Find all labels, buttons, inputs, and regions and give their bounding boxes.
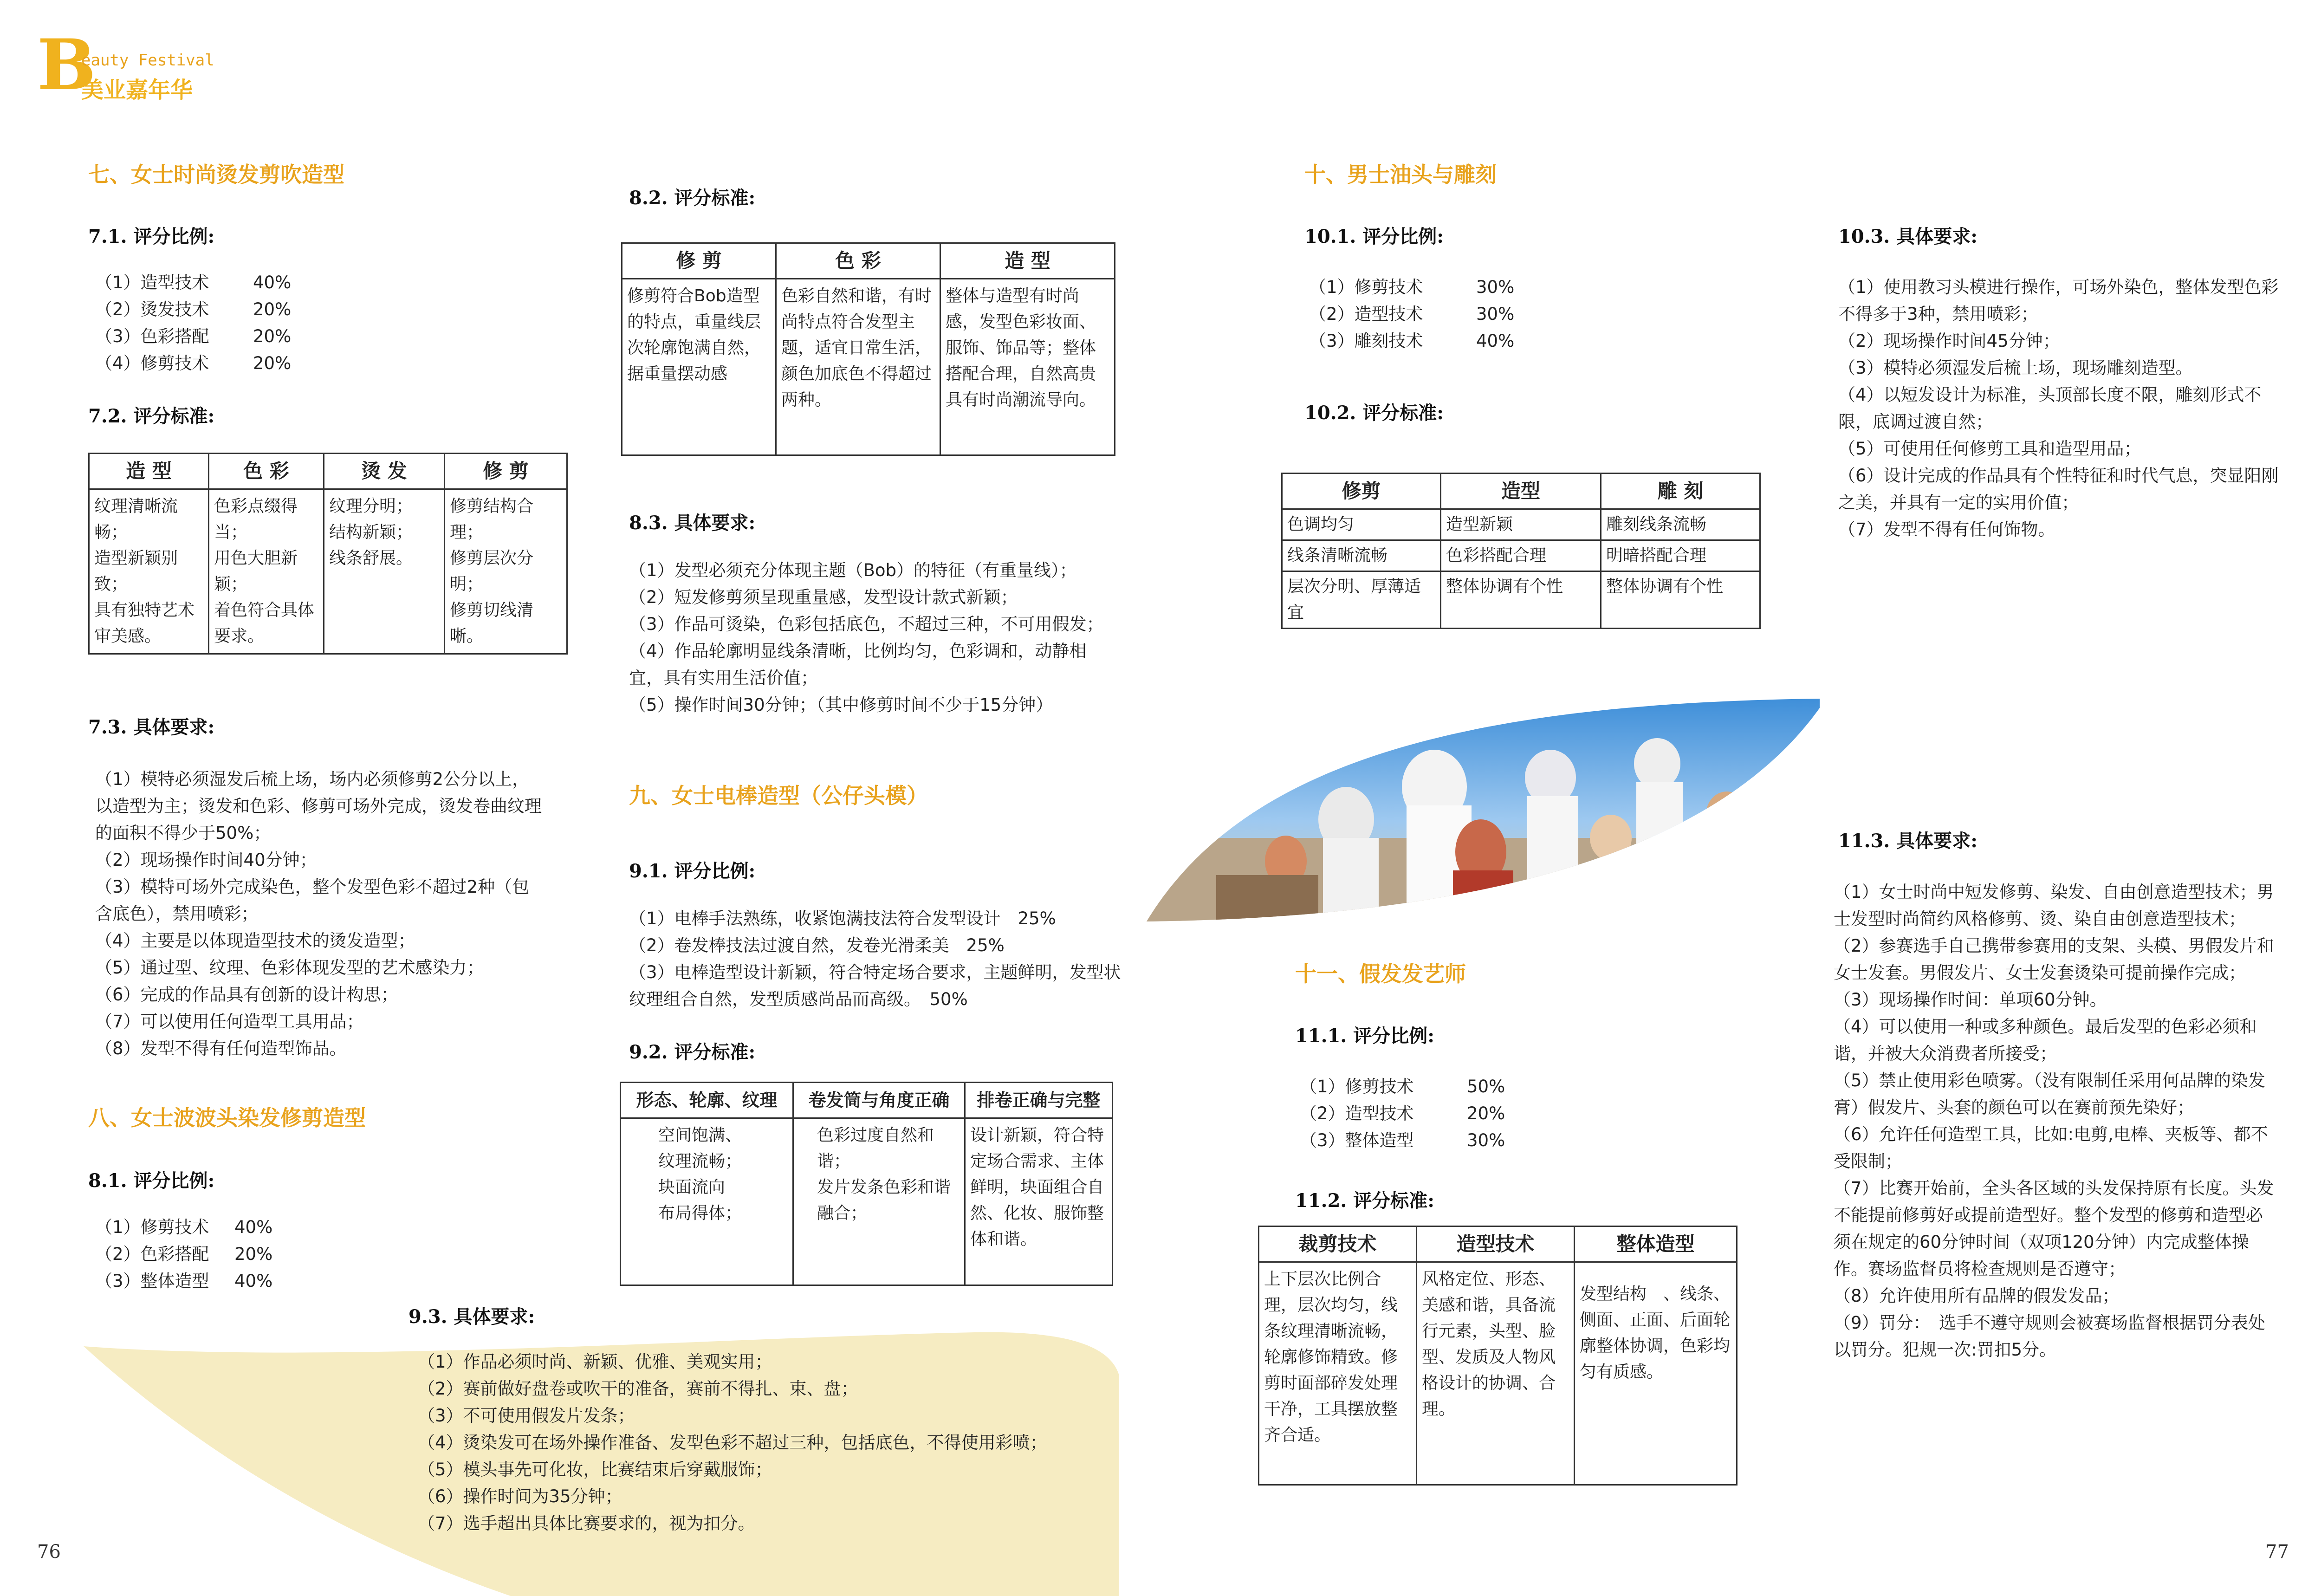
requirement-item: （2）现场操作时间40分钟； <box>95 850 317 870</box>
ratio-item: （3）色彩搭配 20% <box>95 326 292 346</box>
section-9-ratio-title: 9.1. 评分比例: <box>629 860 756 882</box>
requirement-item: （2）短发修剪须呈现重量感，发型设计款式新颖； <box>629 587 1018 607</box>
section-9-ratio-list <box>629 905 1121 1013</box>
table-header: 形态、轮廓、纹理 <box>621 1083 793 1118</box>
requirement-item: （8）发型不得有任何造型饰品。 <box>95 1038 347 1058</box>
table-cell: 明暗搭配合理 <box>1601 540 1760 571</box>
ratio-item: （1）修剪技术 30% <box>1309 277 1515 297</box>
section-8-ratio-title: 8.1. 评分比例: <box>88 1170 215 1192</box>
requirement-item: （6）设计完成的作品具有个性特征和时代气息，突显阳刚之美，并具有一定的实用价值； <box>1838 466 2279 513</box>
requirement-item: （5）可使用任何修剪工具和造型用品； <box>1838 439 2141 459</box>
table-cell: 层次分明、厚薄适宜 <box>1282 571 1441 629</box>
section-10-requirements <box>1838 274 2279 543</box>
requirement-item: （4）主要是以体现造型技术的烫发造型； <box>95 931 415 951</box>
table-cell: 修剪结构合理； 修剪层次分明； 修剪切线清晰。 <box>445 489 567 654</box>
table-cell: 色彩过度自然和谐； 发片发条色彩和谐融合； <box>793 1118 965 1285</box>
requirement-item: （1）使用教习头模进行操作，可场外染色，整体发型色彩不得多于3种，禁用喷彩； <box>1838 277 2279 324</box>
requirement-item: （5）模头事先可化妆，比赛结束后穿戴服饰； <box>418 1460 772 1479</box>
table-cell: 线条清晰流畅 <box>1282 540 1441 571</box>
table-cell: 雕刻线条流畅 <box>1601 509 1760 540</box>
table-cell: 纹理分明； 结构新颖； 线条舒展。 <box>324 489 445 654</box>
section-9-req-title: 9.3. 具体要求: <box>408 1306 535 1328</box>
logo <box>37 24 232 107</box>
table-header: 造型 <box>1441 474 1601 509</box>
requirement-item: （8）允许使用所有品牌的假发发品； <box>1834 1286 2120 1306</box>
ratio-item: （2）造型技术 20% <box>1300 1103 1505 1123</box>
logo-english: eauty Festival <box>81 51 214 70</box>
page-number-left: 76 <box>37 1541 61 1563</box>
requirement-item: （7）发型不得有任何饰物。 <box>1838 519 2055 539</box>
ratio-item: （1）修剪技术 50% <box>1300 1077 1505 1096</box>
ratio-item: （4）修剪技术 20% <box>95 353 292 373</box>
ratio-item: （2）造型技术 30% <box>1309 304 1515 324</box>
requirement-item: （4）可以使用一种或多种颜色。最后发型的色彩必须和谐，并被大众消费者所接受； <box>1834 1017 2257 1064</box>
section-7-ratio-title: 7.1. 评分比例: <box>88 226 215 247</box>
requirement-item: （3）现场操作时间：单项60分钟。 <box>1834 990 2107 1010</box>
section-8-ratio-list <box>95 1214 272 1295</box>
table-cell: 整体协调有个性 <box>1601 571 1760 629</box>
table-cell: 风格定位、形态、美感和谐，具备流行元素，头型、脸型、发质及人物风格设计的协调、合理。 <box>1417 1262 1575 1485</box>
table-header: 排卷正确与完整 <box>965 1083 1113 1118</box>
section-7-req-title: 7.3. 具体要求: <box>88 716 215 738</box>
table-cell: 整体与造型有时尚感，发型色彩妆面、服饰、饰品等；整体搭配合理，自然高贵具有时尚潮流导向。 <box>940 279 1115 455</box>
table-header: 色 彩 <box>776 243 940 279</box>
ratio-item: （3）整体造型 40% <box>95 1271 273 1291</box>
requirement-item: （2）参赛选手自己携带参赛用的支架、头模、男假发片和女士发套。男假发片、女士发套烫染可提前操作完成； <box>1834 936 2274 983</box>
ratio-item: （1）造型技术 40% <box>95 272 292 292</box>
requirement-item: （4）以短发设计为标准，头顶部长度不限，雕刻形式不限，底调过渡自然； <box>1838 385 2262 432</box>
ratio-item: （2）卷发棒技法过渡自然，发卷光滑柔美 25% <box>629 935 1005 955</box>
table-cell: 色彩点缀得当； 用色大胆新颖； 着色符合具体要求。 <box>209 489 324 654</box>
section-8-criteria-table <box>621 242 1115 456</box>
table-cell: 上下层次比例合理，层次均匀，线条纹理清晰流畅，轮廓修饰精致。修剪时面部碎发处理干净，工具摆放整齐合适。 <box>1259 1262 1417 1485</box>
section-10-criteria-table <box>1281 473 1761 629</box>
section-7-criteria-table <box>88 453 568 655</box>
ratio-item: （3）整体造型 30% <box>1300 1130 1505 1150</box>
table-cell: 发型结构 、线条、侧面、正面、后面轮廓整体协调，色彩均匀有质感。 <box>1575 1262 1737 1485</box>
requirement-item: （2）赛前做好盘卷或吹干的准备，赛前不得扎、束、盘； <box>418 1379 858 1399</box>
section-8-req-title: 8.3. 具体要求: <box>629 512 756 534</box>
requirement-item: （3）不可使用假发片发条； <box>418 1406 635 1426</box>
section-10-req-title: 10.3. 具体要求: <box>1838 226 1978 247</box>
ratio-item: （2）烫发技术 20% <box>95 299 292 319</box>
section-11-ratio-title: 11.1. 评分比例: <box>1295 1025 1435 1047</box>
requirement-item: （1）作品必须时尚、新颖、优雅、美观实用； <box>418 1352 772 1372</box>
requirement-item: （2）现场操作时间45分钟； <box>1838 331 2060 351</box>
table-header: 整体造型 <box>1575 1226 1737 1262</box>
requirement-item: （6）允许任何造型工具，比如:电剪,电棒、夹板等、都不受限制； <box>1834 1124 2268 1171</box>
section-8-title: 八、女士波波头染发修剪造型 <box>88 1105 366 1130</box>
requirement-item: （3）模特可场外完成染色，整个发型色彩不超过2种（包含底色），禁用喷彩； <box>95 877 530 924</box>
table-header: 修剪 <box>1282 474 1441 509</box>
section-11-ratio-list <box>1300 1073 1505 1154</box>
table-header: 修 剪 <box>622 243 776 279</box>
logo-chinese: 美业嘉年华 <box>81 77 193 103</box>
requirement-item: （5）通过型、纹理、色彩体现发型的艺术感染力； <box>95 958 484 978</box>
ratio-item: （1）修剪技术 40% <box>95 1217 273 1237</box>
requirement-item: （7）可以使用任何造型工具用品； <box>95 1012 364 1032</box>
section-7-criteria-title: 7.2. 评分标准: <box>88 405 215 427</box>
section-9-criteria-table <box>620 1082 1113 1286</box>
section-11-req-title: 11.3. 具体要求: <box>1838 830 1978 852</box>
table-cell: 色调均匀 <box>1282 509 1441 540</box>
table-cell: 整体协调有个性 <box>1441 571 1601 629</box>
table-header: 裁剪技术 <box>1259 1226 1417 1262</box>
section-11-title: 十一、假发发艺师 <box>1295 961 1466 986</box>
ratio-item: （3）雕刻技术 40% <box>1309 331 1515 351</box>
table-header: 修 剪 <box>445 454 567 489</box>
table-cell: 设计新颖，符合特定场合需求、主体鲜明，块面组合自然、化妆、服饰整体和谐。 <box>965 1118 1113 1285</box>
table-cell: 色彩搭配合理 <box>1441 540 1601 571</box>
section-10-title: 十、男士油头与雕刻 <box>1304 162 1497 187</box>
section-11-criteria-title: 11.2. 评分标准: <box>1295 1190 1435 1212</box>
ratio-item: （3）电棒造型设计新颖，符合特定场合要求，主题鲜明，发型状纹理组合自然，发型质感尚品而高级。 50% <box>629 962 1121 1009</box>
requirement-item: （1）发型必须充分体现主题（Bob）的特征（有重量线）； <box>629 560 1077 580</box>
section-11-criteria-table <box>1258 1226 1738 1486</box>
requirement-item: （7）选手超出具体比赛要求的，视为扣分。 <box>418 1513 755 1533</box>
table-header: 造 型 <box>89 454 209 489</box>
section-8-requirements <box>629 557 1112 719</box>
table-cell: 色彩自然和谐，有时尚特点符合发型主题，适宜日常生活，颜色加底色不得超过两种。 <box>776 279 940 455</box>
table-header: 卷发筒与角度正确 <box>793 1083 965 1118</box>
section-9-criteria-title: 9.2. 评分标准: <box>629 1041 756 1063</box>
table-cell: 修剪符合Bob造型的特点，重量线层次轮廓饱满自然，据重量摆动感 <box>622 279 776 455</box>
table-header: 烫 发 <box>324 454 445 489</box>
ratio-item: （2）色彩搭配 20% <box>95 1244 273 1264</box>
section-10-criteria-title: 10.2. 评分标准: <box>1304 402 1444 424</box>
requirement-item: （3）作品可烫染，色彩包括底色，不超过三种，不可用假发； <box>629 614 1104 634</box>
table-header: 色 彩 <box>209 454 324 489</box>
table-header: 造型技术 <box>1417 1226 1575 1262</box>
requirement-item: （1）模特必须湿发后梳上场，场内必须修剪2公分以上，以造型为主；烫发和色彩、修剪可场外完成，烫发卷曲纹理的面积不得少于50%； <box>95 769 542 843</box>
section-7-requirements <box>95 766 545 1062</box>
requirement-item: （9）罚分： 选手不遵守规则会被赛场监督根据罚分表处以罚分。犯规一次:罚扣5分。 <box>1834 1313 2266 1360</box>
competition-photo <box>1147 699 1820 921</box>
section-7-ratio-list <box>95 269 291 377</box>
section-11-requirements <box>1834 879 2279 1363</box>
table-header: 造 型 <box>940 243 1115 279</box>
section-9-requirements <box>418 1349 1123 1537</box>
section-8-criteria-title: 8.2. 评分标准: <box>629 187 756 209</box>
requirement-item: （6）操作时间为35分钟； <box>418 1486 622 1506</box>
page-number-right: 77 <box>2265 1541 2289 1563</box>
section-10-ratio-list <box>1309 274 1514 355</box>
requirement-item: （4）作品轮廓明显线条清晰，比例均匀，色彩调和，动静相宜，具有实用生活价值； <box>629 641 1087 688</box>
table-cell: 纹理清晰流畅； 造型新颖别致； 具有独特艺术审美感。 <box>89 489 209 654</box>
ratio-item: （1）电棒手法熟练，收紧饱满技法符合发型设计 25% <box>629 908 1056 928</box>
requirement-item: （7）比赛开始前，全头各区域的头发保持原有长度。头发不能提前修剪好或提前造型好。整个发型的修剪和造型必须在规定的60分钟时间（双项120分钟）内完成整体操作。赛场监督员将检查规则是否遵守； <box>1834 1178 2274 1279</box>
requirement-item: （3）模特必须湿发后梳上场，现场雕刻造型。 <box>1838 358 2193 378</box>
requirement-item: （5）操作时间30分钟；（其中修剪时间不少于15分钟） <box>629 695 1053 715</box>
table-cell: 空间饱满、 纹理流畅； 块面流向 布局得体； <box>621 1118 793 1285</box>
section-7-title: 七、女士时尚烫发剪吹造型 <box>88 162 344 187</box>
section-10-ratio-title: 10.1. 评分比例: <box>1304 226 1444 247</box>
logo-letter: B <box>37 24 96 106</box>
requirement-item: （6）完成的作品具有创新的设计构思； <box>95 985 398 1005</box>
requirement-item: （4）烫染发可在场外操作准备、发型色彩不超过三种，包括底色，不得使用彩喷； <box>418 1433 1047 1453</box>
requirement-item: （5）禁止使用彩色喷雾。（没有限制任采用何品牌的染发膏）假发片、头套的颜色可以在赛前预先染好； <box>1834 1070 2266 1117</box>
table-header: 雕 刻 <box>1601 474 1760 509</box>
table-cell: 造型新颖 <box>1441 509 1601 540</box>
section-9-title: 九、女士电棒造型（公仔头模） <box>629 783 928 808</box>
requirement-item: （1）女士时尚中短发修剪、染发、自由创意造型技术；男士发型时尚简约风格修剪、烫、染自由创意造型技术； <box>1834 882 2274 929</box>
